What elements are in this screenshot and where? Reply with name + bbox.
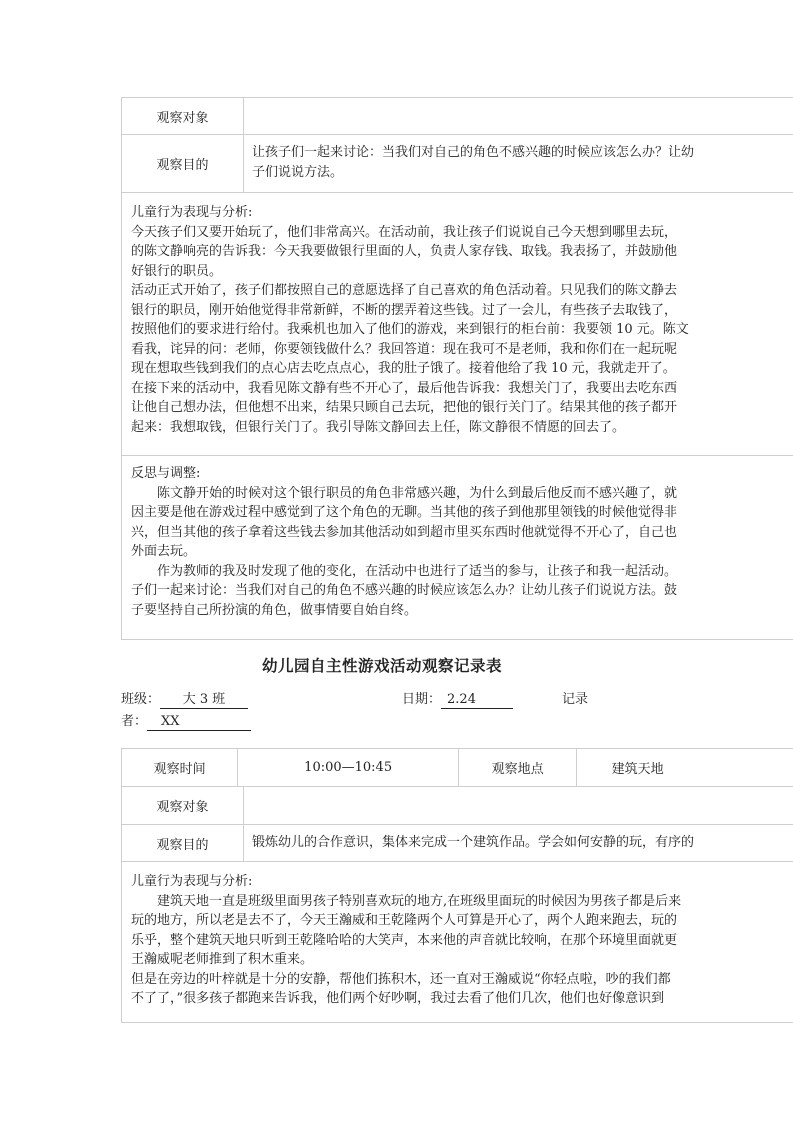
reflection-line: 子要坚持自己所扮演的角色，做事情要自始自终。 <box>131 602 418 618</box>
observation-place-value: 建筑天地 <box>577 749 793 786</box>
purpose-line: 让孩子们一起来讨论：当我们对自己的角色不感兴趣的时候应该怎么办？让幼 <box>252 145 695 160</box>
behavior-line-2: 玩的地方，所以老是去不了，今天王瀚威和王乾隆两个人可算是开心了，两个人跑来跑去，玩的 <box>131 913 678 928</box>
behavior-line: 今天孩子们又要开始玩了，他们非常高兴。在活动前，我让孩子们说说自己今天想到哪里去玩， <box>131 224 678 240</box>
recorder-label-part-a: 记录 <box>562 692 589 707</box>
behavior-line: 现在想取些钱到我们的点心店去吃点点心，我的肚子饿了。接着他给了我 10 元，我就走开了。 <box>131 361 676 376</box>
observation-object-value-2 <box>244 787 793 824</box>
observation-purpose-label-2: 观察目的 <box>122 825 244 861</box>
reflection-heading: 反思与调整: <box>131 466 201 481</box>
reflection-line: 因主要是他在游戏过程中感觉到了这个角色的无聊。当其他的孩子到他那里领钱的时候他觉得非 <box>131 505 678 520</box>
observation-object-label-2: 观察对象 <box>122 787 244 824</box>
observation-object-row-2 <box>122 787 793 825</box>
behavior-line: 起来：我想取钱，但银行关门了。我引导陈文静回去上任，陈文静很不情愿的回去了。 <box>131 419 626 435</box>
observation-purpose-row-2 <box>122 825 793 862</box>
behavior-analysis-text-2 <box>122 862 690 1022</box>
behavior-line-2: 但是在旁边的叶梓就是十分的安静，帮他们拣积木，还一直对王瀚威说“你轻点啦，吵的我们都 <box>131 971 671 987</box>
behavior-analysis-row <box>122 193 793 456</box>
observation-table-2 <box>121 748 793 1023</box>
observation-table-1 <box>121 97 793 640</box>
reflection-text <box>122 456 686 639</box>
behavior-line-2: 建筑天地一直是班级里面男孩子特别喜欢玩的地方,在班级里面玩的时候因为男孩子都是后来 <box>157 893 682 909</box>
observation-purpose-row <box>122 135 793 193</box>
behavior-line: 好银行的职员。 <box>131 263 223 279</box>
time-place-row <box>122 749 793 787</box>
class-value: 大 3 班 <box>160 692 248 709</box>
behavior-line: 的陈文静响亮的告诉我：今天我要做银行里面的人，负责人家存钱、取钱。我表扬了，并鼓励他 <box>131 244 678 259</box>
behavior-line: 让他自己想办法，但他想不出来，结果只顾自己去玩，把他的银行关门了。结果其他的孩子都开 <box>131 400 678 415</box>
observation-place-label: 观察地点 <box>459 749 577 786</box>
behavior-line-2: 不了了，”很多孩子都跑来告诉我，他们两个好吵啊，我过去看了他们几次，他们也好像意识到 <box>131 991 665 1006</box>
recorder-field <box>121 710 251 731</box>
behavior-line: 在接下来的活动中，我看见陈文静有些不开心了，最后他告诉我：我想关门了，我要出去吃东西 <box>131 380 678 396</box>
reflection-line: 兴，但当其他的孩子拿着这些钱去参加其他活动如到超市里买东西时他就觉得不开心了，自己也 <box>131 524 678 540</box>
date-field <box>402 688 513 709</box>
behavior-line: 看我，诧异的问：老师，你要领钱做什么？我回答道：现在我可不是老师，我和你们在一起玩呢 <box>131 341 678 357</box>
observation-purpose-value-2: 锻炼幼儿的合作意识，集体来完成一个建筑作品。学会如何安静的玩，有序的 <box>244 825 793 861</box>
recorder-value: XX <box>147 714 251 731</box>
behavior-line: 银行的职员，刚开始他觉得非常新鲜，不断的摆弄着这些钱。过了一会儿，有些孩子去取钱了， <box>131 302 678 318</box>
reflection-line: 子们一起来讨论：当我们对自己的角色不感兴趣的时候应该怎么办？让幼儿孩子们说说方法。鼓 <box>131 583 678 598</box>
form-title: 幼儿园自主性游戏活动观察记录表 <box>262 657 503 675</box>
observation-purpose-label: 观察目的 <box>122 135 244 192</box>
reflection-line: 外面去玩。 <box>131 544 197 559</box>
observation-time-value: 10:00—10:45 <box>238 749 459 786</box>
behavior-analysis-row-2 <box>122 862 793 1023</box>
observation-time-label: 观察时间 <box>122 749 238 786</box>
behavior-heading-2: 儿童行为表现与分析: <box>131 874 253 889</box>
behavior-line: 按照他们的要求进行给付。我乘机也加入了他们的游戏，来到银行的柜台前：我要领 10 元。陈文 <box>131 322 689 337</box>
reflection-line: 作为教师的我及时发现了他的变化，在活动中也进行了适当的参与，让孩子和我一起活动。 <box>157 563 678 579</box>
observation-object-value <box>244 98 793 134</box>
date-value: 2.24 <box>441 692 513 709</box>
class-label: 班级： <box>121 692 161 707</box>
behavior-line-2: 王瀚威呢老师推到了积木重来。 <box>131 952 314 967</box>
behavior-heading: 儿童行为表现与分析: <box>131 205 253 220</box>
reflection-row <box>122 456 793 640</box>
observation-object-row <box>122 98 793 135</box>
date-label: 日期： <box>402 692 442 707</box>
reflection-line: 陈文静开始的时候对这个银行职员的角色非常感兴趣，为什么到最后他反而不感兴趣了，就 <box>157 485 678 501</box>
behavior-line: 活动正式开始了，孩子们都按照自己的意愿选择了自己喜欢的角色活动着。只见我们的陈文静去 <box>131 283 678 298</box>
behavior-analysis-text <box>122 193 698 455</box>
recorder-label-part-b: 者： <box>121 714 148 729</box>
class-field <box>121 688 248 709</box>
observation-purpose-value <box>244 135 793 192</box>
observation-object-label: 观察对象 <box>122 98 244 134</box>
behavior-line-2: 乐乎，整个建筑天地只听到王乾隆哈哈的大笑声，本来他的声音就比较响，在那个环境里面就更 <box>131 932 678 948</box>
purpose-line: 子们说说方法。 <box>252 164 344 180</box>
